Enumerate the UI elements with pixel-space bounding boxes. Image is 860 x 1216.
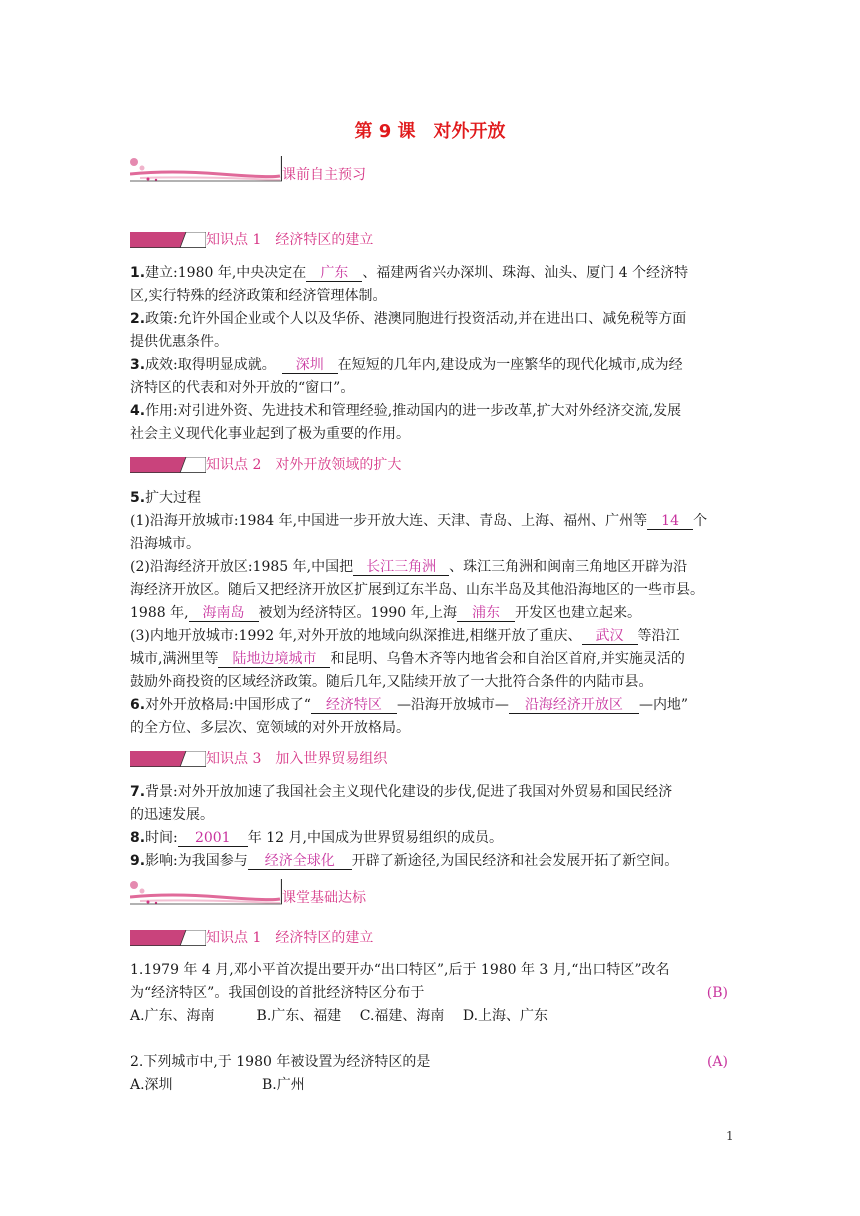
item-line: 海经济开放区。随后又把经济开放区扩展到辽东半岛、山东半岛及其他沿海地区的一些市县。: [130, 582, 704, 598]
knowledge-point-label: 知识点 3 加入世界贸易组织: [206, 751, 388, 767]
question-options: [130, 1075, 305, 1095]
section-decoration-icon: [130, 879, 282, 909]
answer-choice: (B): [706, 985, 728, 1001]
item-line: (2)沿海经济开放区:1985 年,中国把 长江三角洲 、珠江三角洲和闽南三角地区开辟为沿: [130, 559, 688, 575]
option-b: B.广州: [262, 1077, 305, 1093]
answer-blank: 浦东: [457, 605, 515, 622]
item-line: 5.扩大过程: [130, 490, 202, 506]
item-line: 的迅速发展。: [130, 807, 214, 823]
section-decoration-icon: [130, 156, 282, 186]
tab-marker-icon: [130, 457, 206, 473]
knowledge-point-label: 知识点 1 经济特区的建立: [206, 930, 374, 946]
item-line: 沿海城市。: [130, 536, 200, 552]
answer-blank: 沿海经济开放区: [509, 697, 639, 714]
item-line: 济特区的代表和对外开放的“窗口”。: [130, 380, 355, 396]
knowledge-point-label: 知识点 2 对外开放领域的扩大: [206, 457, 402, 473]
item-line: (1)沿海开放城市:1984 年,中国进一步开放大连、天津、青岛、上海、福州、广州等 14 个: [130, 513, 708, 529]
answer-blank: 2001: [178, 830, 248, 847]
item-line: 2.政策:允许外国企业或个人以及华侨、港澳同胞进行投资活动,并在进出口、减免税等方面: [130, 311, 687, 327]
item-line: 7.背景:对外开放加速了我国社会主义现代化建设的步伐,促进了我国对外贸易和国民经济: [130, 784, 673, 800]
item-line: 社会主义现代化事业起到了极为重要的作用。: [130, 426, 410, 442]
answer-blank: 海南岛: [189, 605, 259, 622]
page-number: 1: [726, 1129, 734, 1143]
item-line: 9.影响:为我国参与 经济全球化 开辟了新途径,为国民经济和社会发展开拓了新空间。: [130, 853, 679, 869]
item-line: 1988 年, 海南岛 被划为经济特区。1990 年,上海 浦东 开发区也建立起来。: [130, 605, 642, 621]
section-label-basic: 课堂基础达标: [282, 890, 366, 906]
item-line: 鼓励外商投资的区域经济政策。随后几年,又陆续开放了一大批符合条件的内陆市县。: [130, 674, 653, 690]
option-a: A.深圳: [130, 1077, 173, 1093]
answer-blank: 陆地边境城市: [218, 651, 330, 668]
item-line: (3)内地开放城市:1992 年,对外开放的地域向纵深推进,相继开放了重庆、 武汉 等沿江: [130, 628, 680, 644]
answer-blank: 14: [647, 513, 693, 530]
tab-marker-icon: [130, 232, 206, 248]
answer-blank: 广东: [306, 265, 362, 282]
item-line: 的全方位、多层次、宽领域的对外开放格局。: [130, 720, 410, 736]
question-line: 1.1979 年 4 月,邓小平首次提出要开办“出口特区”,后于 1980 年 3 月,“出口特区”改名: [130, 962, 670, 978]
question-line: 2.下列城市中,于 1980 年被设置为经济特区的是: [130, 1054, 431, 1070]
question-options: A.广东、海南 B.广东、福建 C.福建、海南 D.上海、广东: [130, 1008, 549, 1024]
knowledge-point-label: 知识点 1 经济特区的建立: [206, 232, 374, 248]
answer-blank: 经济特区: [311, 697, 397, 714]
answer-blank: 经济全球化: [248, 853, 352, 870]
section-label-preview: 课前自主预习: [282, 167, 366, 183]
answer-blank: 武汉: [582, 628, 638, 645]
item-line: 3.成效:取得明显成就。 深圳 在短短的几年内,建设成为一座繁华的现代化城市,成为经: [130, 357, 683, 373]
answer-blank: 长江三角洲: [353, 559, 449, 576]
item-line: 区,实行特殊的经济政策和经济管理体制。: [130, 288, 387, 304]
item-line: 4.作用:对引进外资、先进技术和管理经验,推动国内的进一步改革,扩大对外经济交流,发展: [130, 403, 682, 419]
item-line: 提供优惠条件。: [130, 334, 228, 350]
page-title: 第 9 课 对外开放: [354, 121, 506, 142]
item-line: 8.时间: 2001 年 12 月,中国成为世界贸易组织的成员。: [130, 830, 503, 846]
item-line: 城市,满洲里等 陆地边境城市 和昆明、乌鲁木齐等内地省会和自治区首府,并实施灵活的: [130, 651, 685, 667]
item-line: 1.建立:1980 年,中央决定在 广东 、福建两省兴办深圳、珠海、汕头、厦门 4 个经济特: [130, 265, 689, 281]
question-line: 为“经济特区”。我国创设的首批经济特区分布于: [130, 985, 425, 1001]
answer-choice: (A): [706, 1054, 728, 1070]
tab-marker-icon: [130, 930, 206, 946]
answer-blank: 深圳: [282, 357, 338, 374]
tab-marker-icon: [130, 751, 206, 767]
item-line: 6.对外开放格局:中国形成了“ 经济特区 —沿海开放城市— 沿海经济开放区 —内地”: [130, 697, 689, 713]
